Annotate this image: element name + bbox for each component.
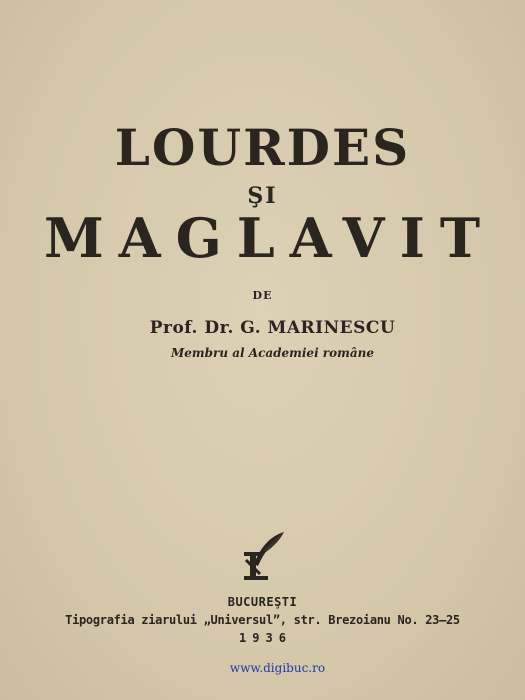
byline-de: DE bbox=[252, 289, 273, 302]
title-conjunction: ŞI bbox=[247, 183, 278, 209]
imprint-printer: Tipografia ziarului „Universul”, str. Brezoianu No. 23—25 bbox=[65, 613, 460, 627]
title-line-2: MAGLAVIT bbox=[43, 206, 496, 270]
quill-pen-printer-mark-icon bbox=[240, 530, 288, 582]
imprint-year: 1936 bbox=[239, 631, 292, 645]
author-affiliation: Membru al Academiei române bbox=[171, 346, 374, 360]
watermark-url[interactable]: www.digibuc.ro bbox=[229, 661, 326, 675]
author-name: Prof. Dr. G. MARINESCU bbox=[149, 318, 396, 338]
title-line-1: LOURDES bbox=[114, 118, 411, 177]
imprint-city: BUCUREŞTI bbox=[227, 595, 298, 609]
